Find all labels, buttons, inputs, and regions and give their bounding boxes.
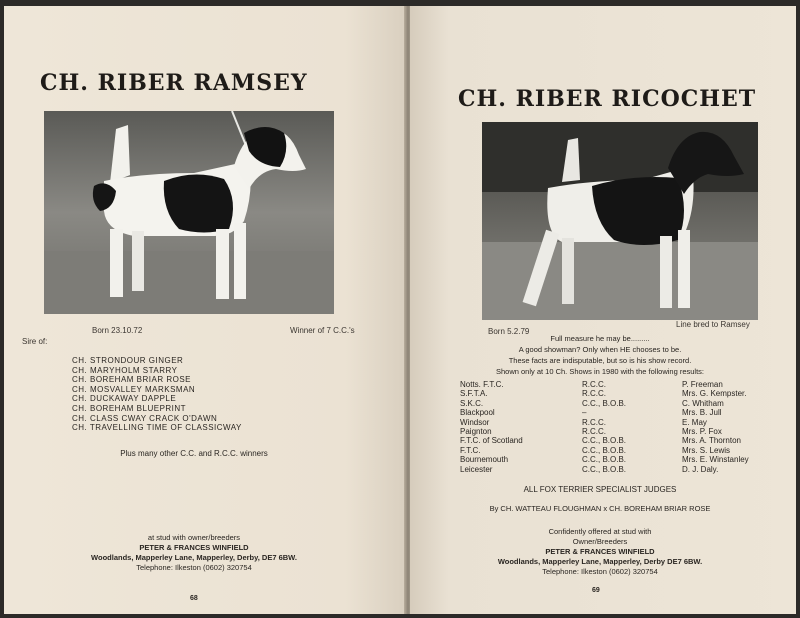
result-award: R.C.C.: [582, 389, 606, 399]
left-address: Woodlands, Mapperley Lane, Mapperley, Derby, DE7 6BW.: [91, 553, 297, 562]
left-born: Born 23.10.72: [92, 326, 143, 335]
right-title: CH. RIBER RICOCHET: [458, 86, 757, 112]
result-row: [460, 418, 770, 427]
result-judge: D. J. Daly.: [682, 464, 719, 474]
result-award: R.C.C.: [582, 380, 606, 389]
result-judge: C. Whitham: [682, 398, 724, 408]
intro-line: Full measure he may be.........: [550, 334, 650, 343]
sire-item: CH. CLASS CWAY CRACK O'DAWN: [72, 413, 218, 423]
result-row: [460, 427, 770, 436]
right-phone: Telephone: Ilkeston (0602) 320754: [542, 567, 658, 576]
result-show: F.T.C.: [460, 445, 481, 455]
result-row: [460, 465, 770, 474]
left-owners: PETER & FRANCES WINFIELD: [139, 543, 249, 552]
stud-offer-owner: Owner/Breeders: [572, 537, 628, 546]
left-page: [4, 6, 406, 614]
terrier-photo-illustration: [482, 122, 758, 320]
result-show: Blackpool: [460, 408, 495, 418]
result-judge: Mrs. P. Fox: [682, 426, 722, 436]
sire-item: CH. DUCKAWAY DAPPLE: [72, 394, 177, 404]
right-page-number: 69: [592, 587, 600, 594]
sire-item: CH. MARYHOLM STARRY: [72, 365, 178, 375]
left-stud-note: at stud with owner/breeders: [147, 533, 241, 542]
result-judge: P. Freeman: [682, 380, 723, 389]
result-row: [460, 455, 770, 464]
left-winner: Winner of 7 C.C.'s: [290, 326, 355, 335]
judges-note: ALL FOX TERRIER SPECIALIST JUDGES: [523, 485, 677, 494]
right-page: [410, 6, 796, 614]
plus-winners: Plus many other C.C. and R.C.C. winners: [120, 449, 268, 458]
line-bred-note: Line bred to Ramsey: [676, 320, 750, 329]
result-judge: E. May: [682, 417, 707, 427]
left-page-number: 68: [190, 595, 198, 602]
intro-line: These facts are indisputable, but so is his show record.: [508, 356, 692, 365]
intro-line: A good showman? Only when HE chooses to be.: [518, 345, 682, 354]
show-results-table: [460, 380, 770, 474]
result-judge: Mrs. S. Lewis: [682, 445, 731, 455]
result-show: Bournemouth: [460, 455, 509, 465]
result-judge: Mrs. B. Jull: [682, 408, 722, 418]
intro-line: Shown only at 10 Ch. Shows in 1980 with the following results:: [495, 367, 705, 376]
result-show: Windsor: [460, 417, 490, 427]
result-show: Notts. F.T.C.: [460, 380, 504, 389]
sire-of-label: Sire of:: [22, 337, 48, 346]
result-judge: Mrs. E. Winstanley: [682, 455, 749, 465]
sires-list: [72, 356, 242, 433]
result-show: Leicester: [460, 464, 493, 474]
result-award: C.C., B.O.B.: [582, 436, 627, 446]
result-award: –: [582, 408, 587, 418]
sire-item: CH. BOREHAM BRIAR ROSE: [72, 375, 192, 385]
pedigree-line: By CH. WATTEAU FLOUGHMAN x CH. BOREHAM BRIAR ROSE: [489, 504, 711, 513]
result-row: [460, 399, 770, 408]
stud-offer: Confidently offered at stud with: [548, 527, 652, 536]
result-award: R.C.C.: [582, 426, 606, 436]
ramsey-photo: [44, 111, 334, 314]
result-judge: Mrs. A. Thornton: [682, 436, 741, 446]
result-row: [460, 380, 770, 389]
result-judge: Mrs. G. Kempster.: [682, 389, 747, 399]
result-show: S.K.C.: [460, 398, 484, 408]
sire-item: CH. MOSVALLEY MARKSMAN: [72, 384, 196, 394]
right-owners: PETER & FRANCES WINFIELD: [545, 547, 655, 556]
result-award: C.C., B.O.B.: [582, 464, 627, 474]
result-award: R.C.C.: [582, 417, 606, 427]
result-row: [460, 389, 770, 398]
ricochet-photo: [482, 122, 758, 320]
terrier-photo-illustration: [44, 111, 334, 314]
right-address: Woodlands, Mapperley Lane, Mapperley, Derby DE7 6BW.: [497, 557, 703, 566]
left-phone: Telephone: Ilkeston (0602) 320754: [136, 563, 252, 572]
result-award: C.C., B.O.B.: [582, 445, 627, 455]
result-award: C.C., B.O.B.: [582, 455, 627, 465]
sire-item: CH. STRONDOUR GINGER: [72, 356, 184, 365]
result-row: [460, 446, 770, 455]
result-award: C.C., B.O.B.: [582, 398, 627, 408]
result-row: [460, 436, 770, 445]
result-show: Paignton: [460, 426, 492, 436]
left-title: CH. RIBER RAMSEY: [40, 70, 308, 96]
right-born: Born 5.2.79: [488, 327, 530, 336]
sire-item: CH. BOREHAM BLUEPRINT: [72, 403, 187, 413]
result-show: F.T.C. of Scotland: [460, 436, 523, 446]
result-row: [460, 408, 770, 417]
sire-item: CH. TRAVELLING TIME OF CLASSICWAY: [72, 423, 242, 433]
result-show: S.F.T.A.: [460, 389, 488, 399]
